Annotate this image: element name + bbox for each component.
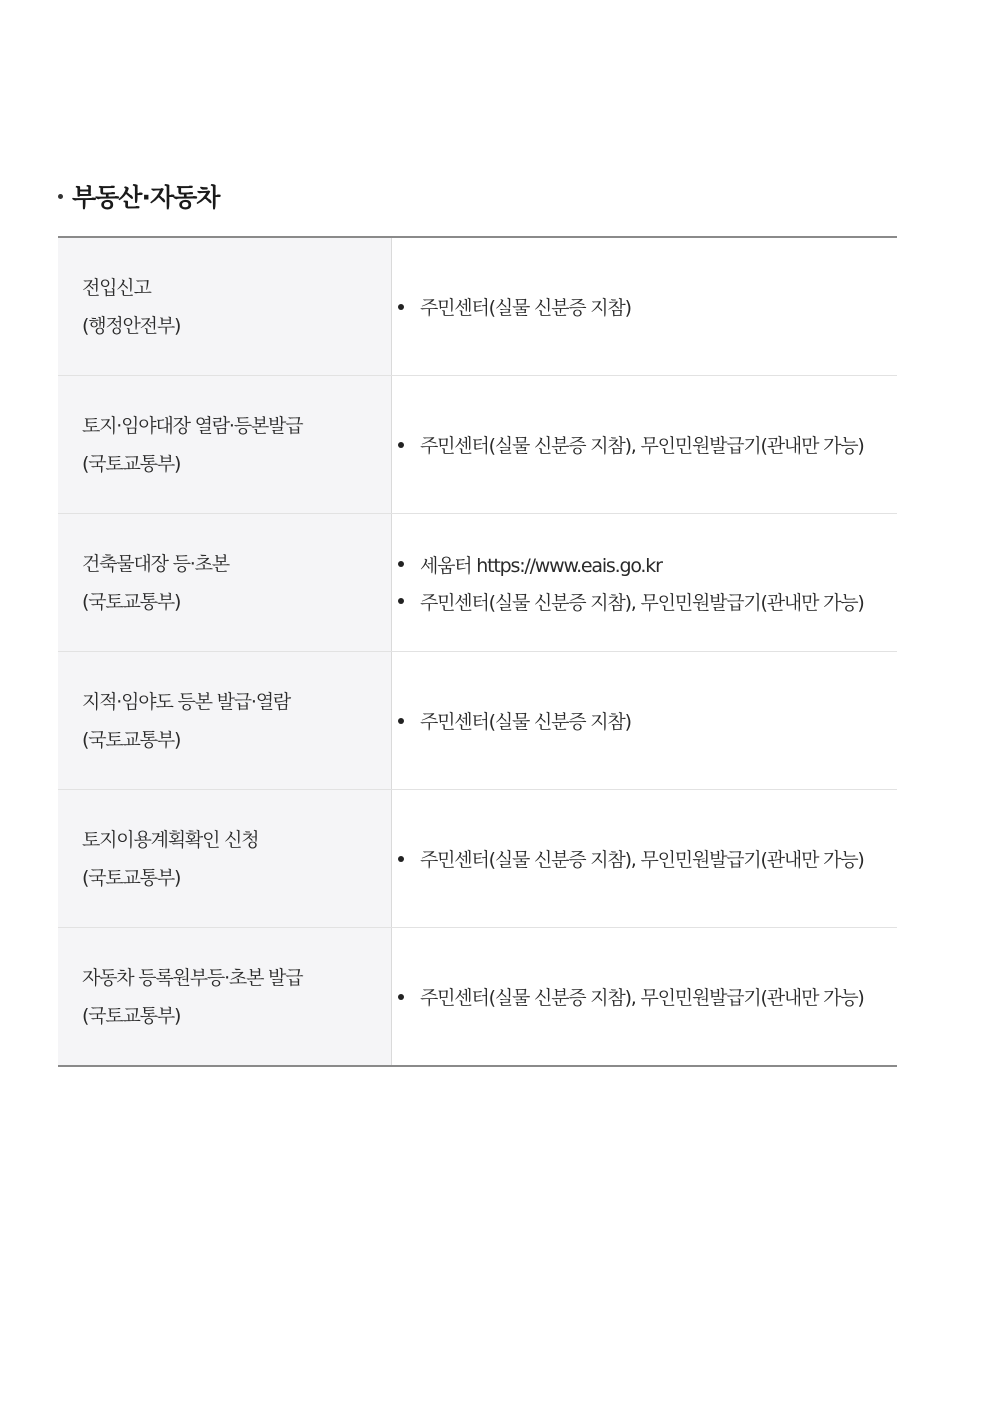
service-method-cell [392, 376, 897, 513]
list-item [396, 583, 897, 620]
service-name-cell [58, 238, 392, 375]
service-name: 전입신고 [82, 276, 151, 299]
bullet-icon [398, 304, 404, 310]
service-name: 토지·임야대장 열람·등본발급 [82, 414, 303, 437]
bullet-icon [398, 856, 404, 862]
table-row [58, 790, 897, 928]
service-name-cell [58, 790, 392, 927]
service-ministry: (국토교통부) [82, 1004, 181, 1027]
service-name-cell [58, 376, 392, 513]
table-row [58, 376, 897, 514]
list-item [396, 426, 897, 463]
list-item [396, 840, 897, 877]
method-text: 주민센터(실물 신분증 지참) [420, 711, 631, 733]
service-ministry: (국토교통부) [82, 728, 181, 751]
service-ministry: (국토교통부) [82, 866, 181, 889]
bullet-dot-icon [58, 194, 63, 199]
method-text: 주민센터(실물 신분증 지참), 무인민원발급기(관내만 가능) [420, 987, 864, 1009]
list-item [396, 288, 897, 325]
bullet-icon [398, 598, 404, 604]
service-ministry: (국토교통부) [82, 590, 181, 613]
service-method-cell [392, 652, 897, 789]
method-text: 주민센터(실물 신분증 지참), 무인민원발급기(관내만 가능) [420, 435, 864, 457]
list-item [396, 702, 897, 739]
service-method-cell [392, 928, 897, 1065]
list-item [396, 546, 897, 583]
service-name: 토지이용계획확인 신청 [82, 828, 259, 851]
list-item [396, 978, 897, 1015]
service-method-cell [392, 790, 897, 927]
section-title-text: 부동산·자동차 [72, 183, 220, 212]
bullet-icon [398, 561, 404, 567]
service-name-cell [58, 514, 392, 651]
section-title [58, 176, 219, 216]
bullet-icon [398, 442, 404, 448]
method-text: 주민센터(실물 신분증 지참), 무인민원발급기(관내만 가능) [420, 849, 864, 871]
bullet-icon [398, 994, 404, 1000]
service-method-cell [392, 514, 897, 651]
service-ministry: (국토교통부) [82, 452, 181, 475]
method-text: 세움터 https://www.eais.go.kr [420, 554, 662, 577]
method-text: 주민센터(실물 신분증 지참) [420, 297, 631, 319]
service-name-cell [58, 652, 392, 789]
service-method-cell [392, 238, 897, 375]
method-text: 주민센터(실물 신분증 지참), 무인민원발급기(관내만 가능) [420, 591, 864, 614]
service-name: 지적·임야도 등본 발급·열람 [82, 690, 291, 713]
table-row [58, 652, 897, 790]
table-row [58, 238, 897, 376]
service-ministry: (행정안전부) [82, 314, 181, 337]
service-name: 자동차 등록원부등·초본 발급 [82, 966, 303, 989]
bullet-icon [398, 718, 404, 724]
table-row [58, 514, 897, 652]
service-table [58, 236, 897, 1067]
table-row [58, 928, 897, 1065]
service-name: 건축물대장 등·초본 [82, 552, 229, 575]
service-name-cell [58, 928, 392, 1065]
